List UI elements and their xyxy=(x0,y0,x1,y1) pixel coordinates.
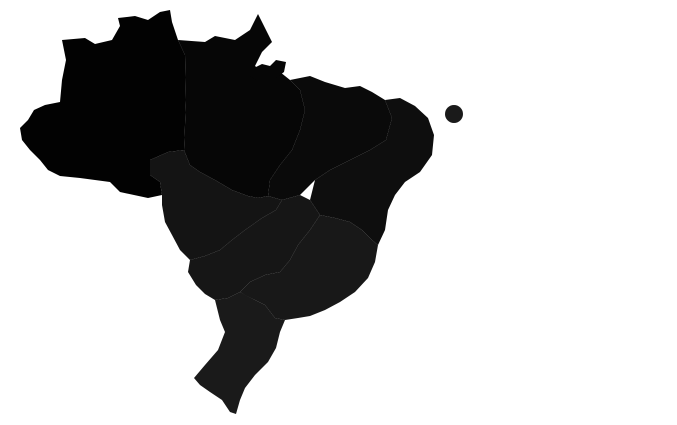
region-island xyxy=(445,105,463,123)
